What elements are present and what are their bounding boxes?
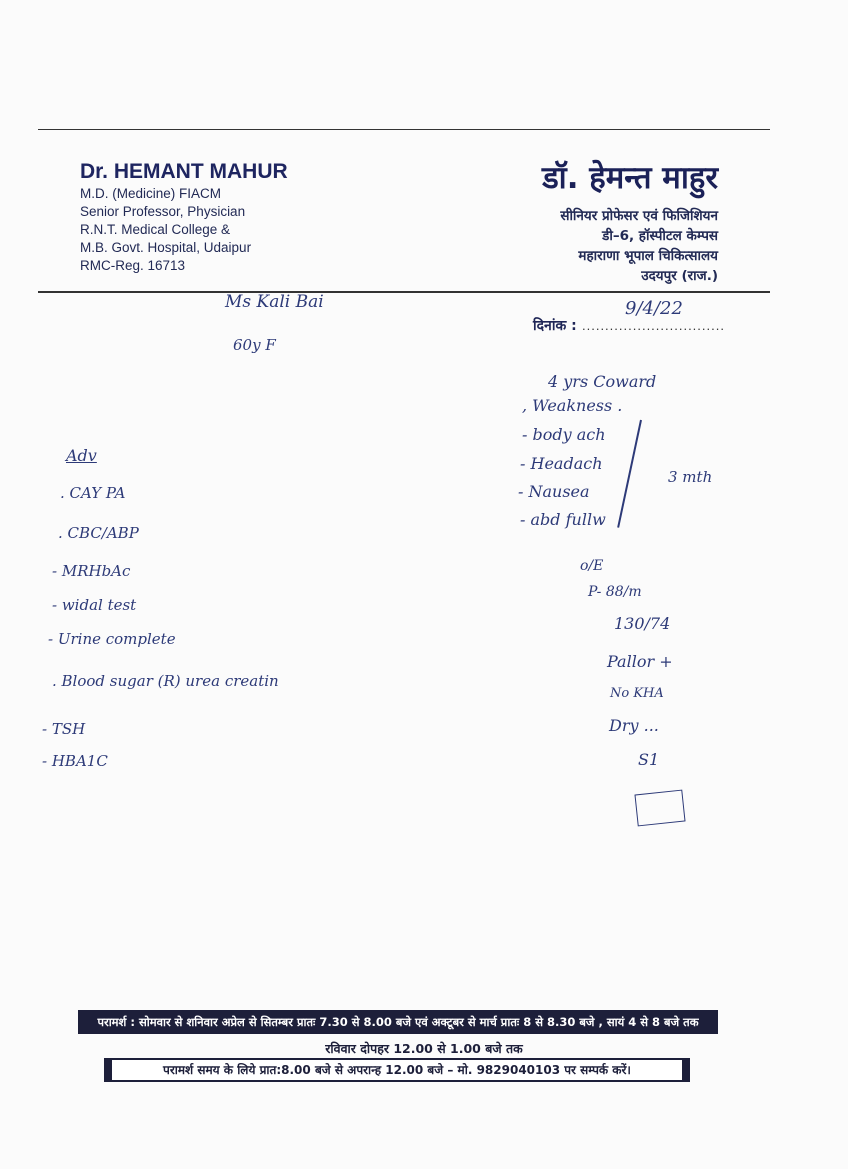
advice-item: . CAY PA [60, 484, 126, 502]
designation-en: Senior Professor, Physician [80, 204, 246, 219]
exam-item: Pallor + [607, 652, 673, 671]
advice-item: - TSH [42, 720, 86, 738]
doctor-name-en: Dr. HEMANT MAHUR [80, 160, 288, 183]
advice-item: . Blood sugar (R) urea creatin [52, 672, 279, 690]
duration-bracket [617, 420, 642, 528]
date-value: 9/4/22 [625, 298, 683, 319]
city-hi: उदयपुर (राज.) [641, 268, 718, 284]
advice-item: - HBA1C [42, 752, 108, 770]
advice-item: - widal test [52, 596, 137, 614]
college-en: R.N.T. Medical College & [80, 222, 231, 237]
complaint-duration: 3 mth [668, 468, 713, 486]
header-top-rule [38, 129, 770, 130]
consultation-hours-bar: परामर्श : सोमवार से शनिवार अप्रेल से सितम्बर प्रातः 7.30 से 8.00 बजे एवं अक्टूबर से मार्च प्रातः 8 से 8.30 बजे , सायं 4 से 8 बजे तक [78, 1010, 718, 1034]
exam-item: No KHA [610, 686, 664, 701]
advice-header: Adv [66, 446, 97, 465]
hospital-en: M.B. Govt. Hospital, Udaipur [80, 240, 252, 255]
header-bottom-rule [38, 291, 770, 293]
advice-item: - Urine complete [48, 630, 176, 648]
patient-age-sex: 60y F [233, 336, 276, 354]
exam-pulse: P- 88/m [588, 584, 642, 600]
exam-bp: 130/74 [614, 614, 671, 633]
contact-box: परामर्श समय के लिये प्रात:8.00 बजे से अपरान्ह 12.00 बजे – मो. 9829040103 पर सम्पर्क करें। [104, 1058, 690, 1082]
complaint-item: - body ach [522, 425, 606, 444]
sunday-hours: रविवार दोपहर 12.00 से 1.00 बजे तक [325, 1041, 523, 1056]
exam-item: S1 [638, 750, 660, 769]
exam-item: Dry ... [609, 716, 659, 735]
doctor-name-hi: डॉ. हेमन्त माहुर [542, 160, 718, 196]
exam-header: o/E [580, 558, 604, 574]
date-dotted-line: ............................... [582, 318, 725, 333]
hospital-hi: महाराणा भूपाल चिकित्सालय [578, 248, 718, 264]
advice-item: - MRHbAc [52, 562, 131, 580]
registration-en: RMC-Reg. 16713 [80, 258, 186, 273]
complaint-item: - abd fullw [520, 510, 606, 529]
designation-hi: सीनियर प्रोफेसर एवं फिजिशियन [560, 208, 718, 224]
complaint-item: - Headach [520, 454, 603, 473]
date-label: दिनांक : [533, 318, 577, 334]
sketch-box [634, 790, 685, 827]
patient-name: Ms Kali Bai [225, 292, 324, 312]
qualification-en: M.D. (Medicine) FIACM [80, 186, 222, 201]
complaint-item: - Nausea [518, 482, 590, 501]
advice-item: . CBC/ABP [58, 524, 139, 542]
address-hi: डी–6, हॉस्पीटल केम्पस [602, 228, 718, 244]
complaint-item: , Weakness . [522, 396, 623, 415]
complaints-header: 4 yrs Coward [548, 372, 657, 391]
